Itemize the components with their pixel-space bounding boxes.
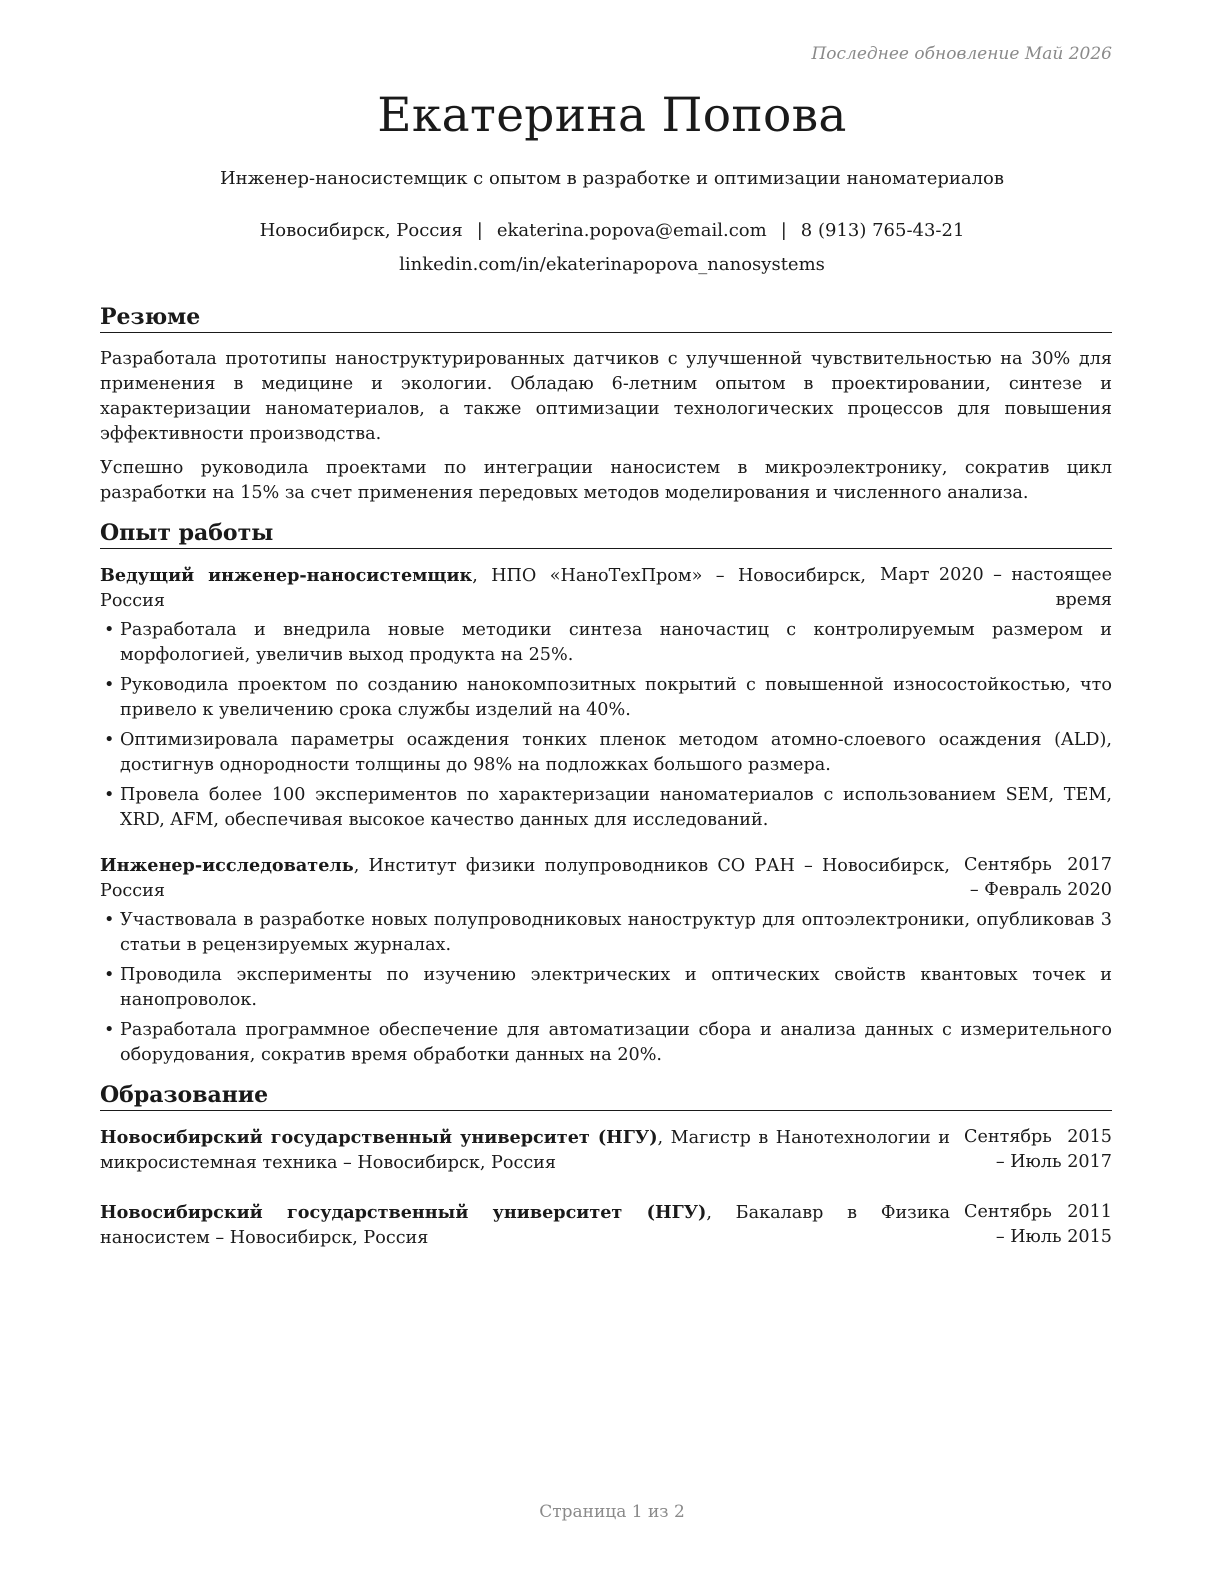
list-item: • Участвовала в разработке новых полупроводниковых наноструктур для оптоэлектроники, опубликовав 3 статьи в рецензируемых журналах. [100,908,1112,958]
job-organization: , Институт физики полупроводников СО РАН – Новосибирск, Россия [100,856,950,901]
location: Новосибирск, Россия [259,220,463,241]
education-details: , Магистр в Нанотехнологии и микросистемная техника – Новосибирск, Россия [100,1128,950,1173]
email-link[interactable]: ekaterina.popova@email.com [496,220,767,241]
list-item: • Проводила эксперименты по изучению электрических и оптических свойств квантовых точек и нанопроволок. [100,963,1112,1013]
contact-line [0,220,1224,241]
resume-content [100,304,1112,1251]
job-header [100,853,1112,904]
tagline: Инженер-наносистемщик с опытом в разработке и оптимизации наноматериалов [219,168,1005,189]
job-header [100,563,1112,614]
education-section [100,1082,1112,1251]
job-organization: , НПО «НаноТехПром» – Новосибирск, Россия [100,566,866,611]
education-entry [100,1200,1112,1251]
candidate-name: Екатерина Попова [377,88,847,143]
job-title-line [100,853,950,904]
phone: 8 (913) 765-43-21 [800,220,965,241]
page-number: Страница 1 из 2 [539,1502,685,1522]
job-position: Ведущий инженер-наносистемщик [100,565,473,586]
job-entry [100,853,1112,1068]
education-dates: Сентябрь 2011 – Июль 2015 [964,1202,1112,1247]
summary-paragraph: Успешно руководила проектами по интеграции наносистем в микроэлектронику, сократив цикл разработки на 15% за счет применения передовых методов моделирования и численного анализа. [100,458,1112,503]
list-item: • Оптимизировала параметры осаждения тонких пленок методом атомно-слоевого осаждения (ALD), достигнув однородности толщины до 98% на подложках большого размера. [100,728,1112,778]
section-title-summary: Резюме [100,304,1112,333]
section-title-education: Образование [100,1082,1112,1111]
job-dates: Сентябрь 2017 – Февраль 2020 [964,855,1112,900]
list-item: • Разработала и внедрила новые методики синтеза наночастиц с контролируемым размером и морфологией, увеличив выход продукта на 25%. [100,618,1112,668]
linkedin-link[interactable]: linkedin.com/in/ekaterinapopova_nanosystems [399,254,825,275]
summary-section [100,304,1112,506]
job-position: Инженер-исследователь [100,855,354,876]
last-updated: Последнее обновление Май 2026 [811,44,1112,64]
list-item: • Разработала программное обеспечение для автоматизации сбора и анализа данных с измерительного оборудования, сократив время обработки данных на 20%. [100,1018,1112,1068]
list-item: • Провела более 100 экспериментов по характеризации наноматериалов с использованием SEM, TEM, XRD, AFM, обеспечивая высокое качество данных для исследований. [100,783,1112,833]
job-bullets [100,908,1112,1068]
job-entry [100,563,1112,833]
education-institution: Новосибирский государственный университет (НГУ) [100,1202,707,1223]
list-item: • Руководила проектом по созданию нанокомпозитных покрытий с повышенной износостойкостью, что привело к увеличению срока службы изделий на 40%. [100,673,1112,723]
separator: | [780,220,787,241]
education-institution: Новосибирский государственный университет (НГУ) [100,1127,658,1148]
job-bullets [100,618,1112,833]
education-title-line [100,1125,950,1176]
section-title-experience: Опыт работы [100,520,1112,549]
job-dates: Март 2020 – настоящее время [880,565,1112,610]
summary-paragraph: Разработала прототипы наноструктурированных датчиков с улучшенной чувствительностью на 30% для применения в медицине и экологии. Обладаю 6-летним опытом в проектировании, синтезе и характеризации наноматериалов, а также оптимизации технологических процессов для повышения эффективности производства. [100,349,1112,444]
education-dates: Сентябрь 2015 – Июль 2017 [964,1127,1112,1172]
separator: | [476,220,483,241]
experience-section [100,520,1112,1068]
education-entry [100,1125,1112,1176]
education-details: , Бакалавр в Физика наносистем – Новосибирск, Россия [100,1203,950,1248]
education-title-line [100,1200,950,1251]
job-title-line [100,563,866,614]
